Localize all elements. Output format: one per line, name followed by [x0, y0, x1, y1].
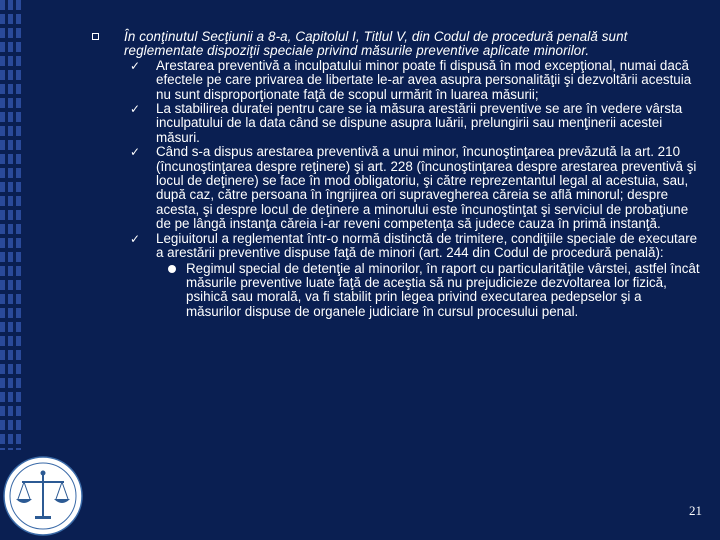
point-text: La stabilirea duratei pentru care se ia măsura arestării preventive se are în vedere vârsta inculpatului de la data când se dispune asupra luării, prelungirii sau menţinerii acestei măsuri.	[156, 101, 683, 145]
main-bullet-item	[92, 30, 700, 319]
point-item	[124, 232, 700, 319]
point-text: Când s-a dispus arestarea preventivă a unui minor, încunoştinţarea prevăzută la art. 210 (încunoştinţarea despre reţinere) şi art. 228 (încunoştinţarea despre arestarea preventivă şi locul de deţinere) se face în mod obligatoriu, şi către reprezentantul legal al acestuia, sau, după caz, către persoana în îngrijirea ori supravegherea căreia se află minorul; despre acesta, şi despre locul de deţinere a minorului este încunoştinţat şi serviciul de probaţiune de pe lângă instanţa căreia i-ar reveni competenţa să judece cauza în primă instanţă.	[156, 144, 697, 232]
sub-point-list	[156, 262, 700, 320]
point-text: Arestarea preventivă a inculpatului minor poate fi dispusă în mod excepţional, numai dacă efectele pe care privarea de libertate le-ar avea asupra personalităţii şi dezvoltării acestuia nu sunt disproporţionate faţă de scopul urmărit în luarea măsurii;	[156, 57, 692, 102]
point-item	[124, 145, 700, 231]
point-text: Legiuitorul a reglementat într-o normă distinctă de trimitere, condiţiile speciale de executare a arestării preventive dispuse faţă de minori (art. 244 din Codul de procedură penală):	[156, 230, 698, 261]
scales-of-justice-logo	[2, 455, 84, 537]
slide-content	[92, 30, 700, 319]
slide-heading: În conţinutul Secţiunii a 8-a, Capitolul I, Titlul V, din Codul de procedură penală sunt reglementate dispoziţii speciale privind măsurile preventive aplicate minorilor.	[124, 29, 628, 59]
page-number: 21	[689, 503, 702, 518]
point-item	[124, 59, 700, 102]
sub-point-text: Regimul special de detenţie al minorilor, în raport cu particularităţile vârstei, astfel încât măsurile preventive luate faţă de aceştia să nu prejudicieze dezvoltarea lor fizică, psihică sau morală, va fi stabilit prin legea privind executarea pedepselor şi a măsurilor dispuse de organele judiciare în cursul procesului penal.	[186, 260, 700, 319]
check-mark-icon: ✓	[130, 58, 141, 73]
point-list	[124, 59, 700, 319]
check-mark-icon: ✓	[130, 145, 141, 160]
check-mark-icon: ✓	[130, 231, 141, 246]
decorative-stripe	[0, 0, 22, 450]
point-item	[124, 102, 700, 145]
square-bullet-icon	[92, 33, 99, 40]
check-mark-icon: ✓	[130, 102, 141, 117]
round-dot-icon	[168, 265, 176, 273]
sub-point-item	[156, 262, 700, 320]
